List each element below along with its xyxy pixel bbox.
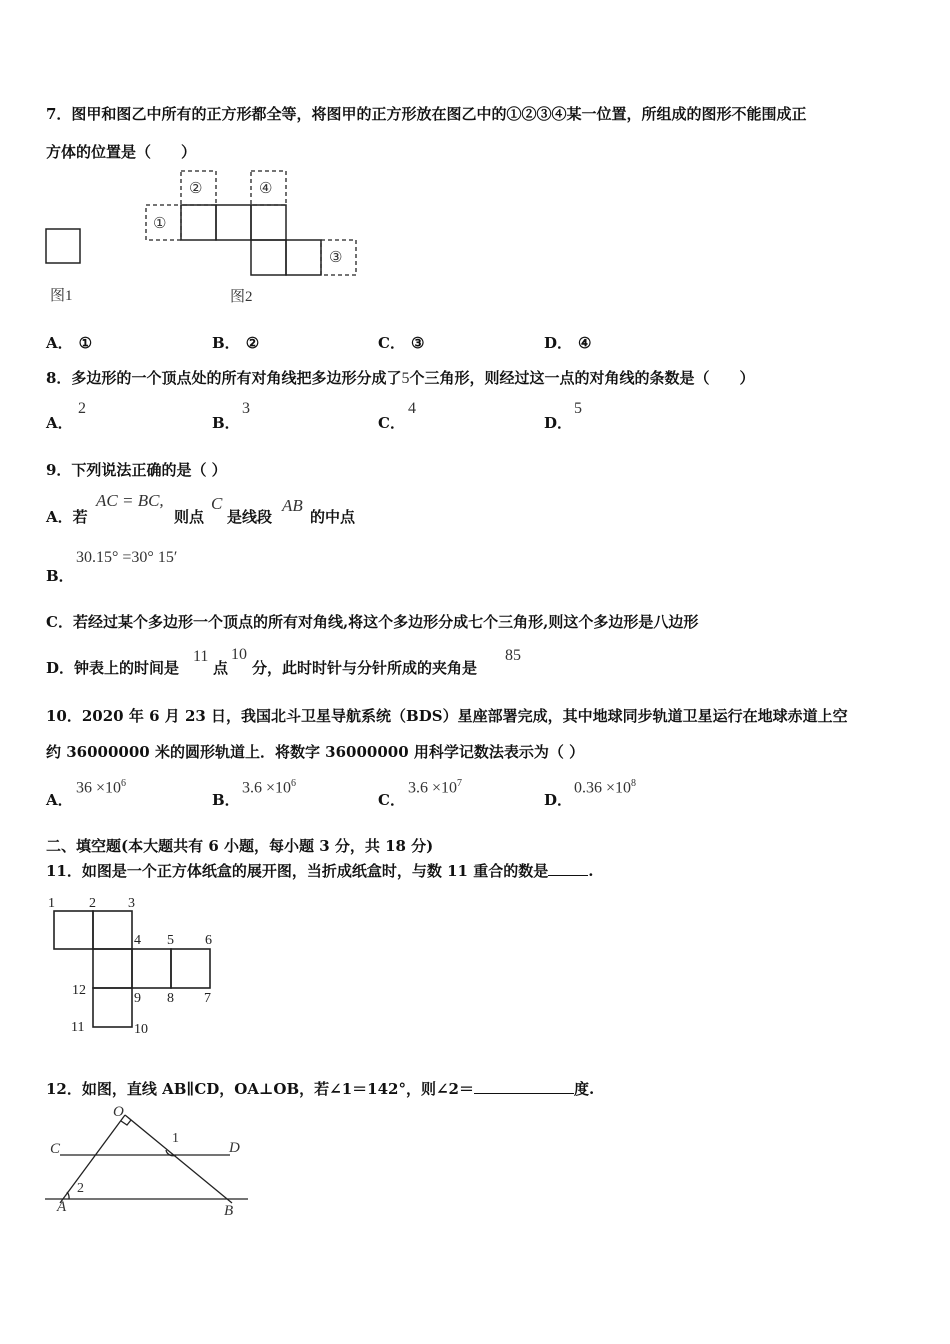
q9-a-math2: C [211,494,223,513]
fig1-square [46,229,80,263]
q9-a-text1: 则点 [174,508,205,526]
q7-option-b[interactable]: B． ② [212,334,260,352]
q8-option-c[interactable]: C． [378,414,405,432]
q12-label-angle-2: 2 [77,1181,84,1196]
segment-ob [125,1115,232,1203]
slot-3-label: ③ [329,250,343,266]
q9-option-c[interactable]: C．若经过某个多边形一个顶点的所有对角线,将这个多边形分成七个三角形,则这个多边形是八边形 [46,613,699,631]
q10-line2: 约 36000000 米的圆形轨道上．将数字 36000000 用科学记数法表示为（ ） [46,743,585,761]
q7-option-a[interactable]: A． ① [46,334,93,352]
q8-option-d-value: 5 [574,400,582,417]
q10-option-d[interactable]: D． [544,791,573,809]
q9-a-math1: AC = BC, [96,491,164,510]
q9-b-math: 30.15° =30° 15′ [76,549,178,566]
angle-2-arc [67,1192,69,1199]
q10-option-a-value: $36 \times 10^6$ [76,778,127,797]
q8-option-d[interactable]: D． [544,414,573,432]
q12-label-angle-1: 1 [172,1131,179,1146]
q12-label-a: A [57,1199,67,1215]
q10-line1: 10．2020 年 6 月 23 日，我国北斗卫星导航系统（BDS）星座部署完成，其中地球同步轨道卫星运行在地球赤道上空 [46,707,848,725]
q9-option-a[interactable]: A．若 [46,508,88,526]
q12-answer-blank[interactable] [474,1079,574,1094]
q11-label-10: 10 [134,1022,148,1037]
q9-d-text3: 分，此时时针与分针所成的夹角是 [252,659,478,677]
q7-line2: 方体的位置是（ ） [46,143,197,161]
q8-option-c-value: 4 [408,400,416,417]
q8-option-b-value: 3 [242,400,250,417]
q11-label-3: 3 [128,896,135,911]
q12-label-d: D [229,1140,240,1156]
q10-option-a[interactable]: A． [46,791,73,809]
q11-label-8: 8 [167,991,174,1006]
q10-option-c-value: $3.6 \times 10^7$ [408,778,463,797]
q9-a-text2: 是线段 [227,508,273,526]
q12-label-b: B [224,1203,234,1219]
q9-d-text2: 点 [213,659,229,677]
q8-option-a[interactable]: A． [46,414,73,432]
fig1-label: 图1 [50,288,73,304]
slot-1-label: ① [153,216,167,232]
segment-oa [60,1115,125,1203]
q11-label-2: 2 [89,896,96,911]
q11-label-7: 7 [204,991,211,1006]
q7-line1: 7．图甲和图乙中所有的正方形都全等，将图甲的正方形放在图乙中的①②③④某一位置，所组成的图形不能围成正 [46,105,807,123]
q9-a-text3: 的中点 [310,508,356,526]
fig2-label: 图2 [230,289,253,305]
q11-label-4: 4 [134,933,141,948]
q8-option-b[interactable]: B． [212,414,240,432]
q11-label-11: 11 [71,1020,85,1035]
q7-option-c[interactable]: C． ③ [378,334,425,352]
q12-label-o: O [113,1104,124,1120]
q9-option-d[interactable]: D．钟表上的时间是 [46,659,180,677]
q10-option-b-value: $3.6 \times 10^6$ [242,778,297,797]
slot-2-label: ② [189,181,203,197]
section-2-heading: 二、填空题(本大题共有 6 小题，每小题 3 分，共 18 分) [46,837,434,855]
slot-4-label: ④ [259,181,273,197]
q10-option-b[interactable]: B． [212,791,240,809]
q7-figures [40,165,370,305]
q9-d-num1: 11 [193,648,209,665]
q8-stem: 8．多边形的一个顶点处的所有对角线把多边形分成了5个三角形，则经过这一点的对角线的条数是（ ） [46,369,755,387]
q12-stem: 12．如图，直线 AB∥CD，OA⊥OB，若∠1＝142°，则∠2＝ 度. [46,1080,595,1098]
q11-label-6: 6 [205,933,212,948]
q12-label-c: C [50,1141,61,1157]
q10-option-d-value: $0.36 \times 10^8$ [574,778,637,797]
q11-label-9: 9 [134,991,141,1006]
q10-option-c[interactable]: C． [378,791,405,809]
q9-option-b[interactable]: B． [46,567,74,585]
fig2-net [181,205,321,275]
q8-num: 5 [401,370,410,387]
q11-answer-blank[interactable] [548,861,588,876]
q11-label-5: 5 [167,933,174,948]
q11-stem: 11．如图是一个正方体纸盒的展开图，当折成纸盒时，与数 11 重合的数是 . [46,862,594,880]
q11-label-1: 1 [48,896,55,911]
q7-option-d[interactable]: D． ④ [544,334,592,352]
q9-stem: 9．下列说法正确的是（ ） [46,461,227,479]
q9-d-num2: 10 [231,646,247,663]
q9-a-math3: AB [282,496,303,515]
q8-option-a-value: 2 [78,400,86,417]
q9-d-num3: 85 [505,647,521,664]
q11-label-12: 12 [72,983,86,998]
